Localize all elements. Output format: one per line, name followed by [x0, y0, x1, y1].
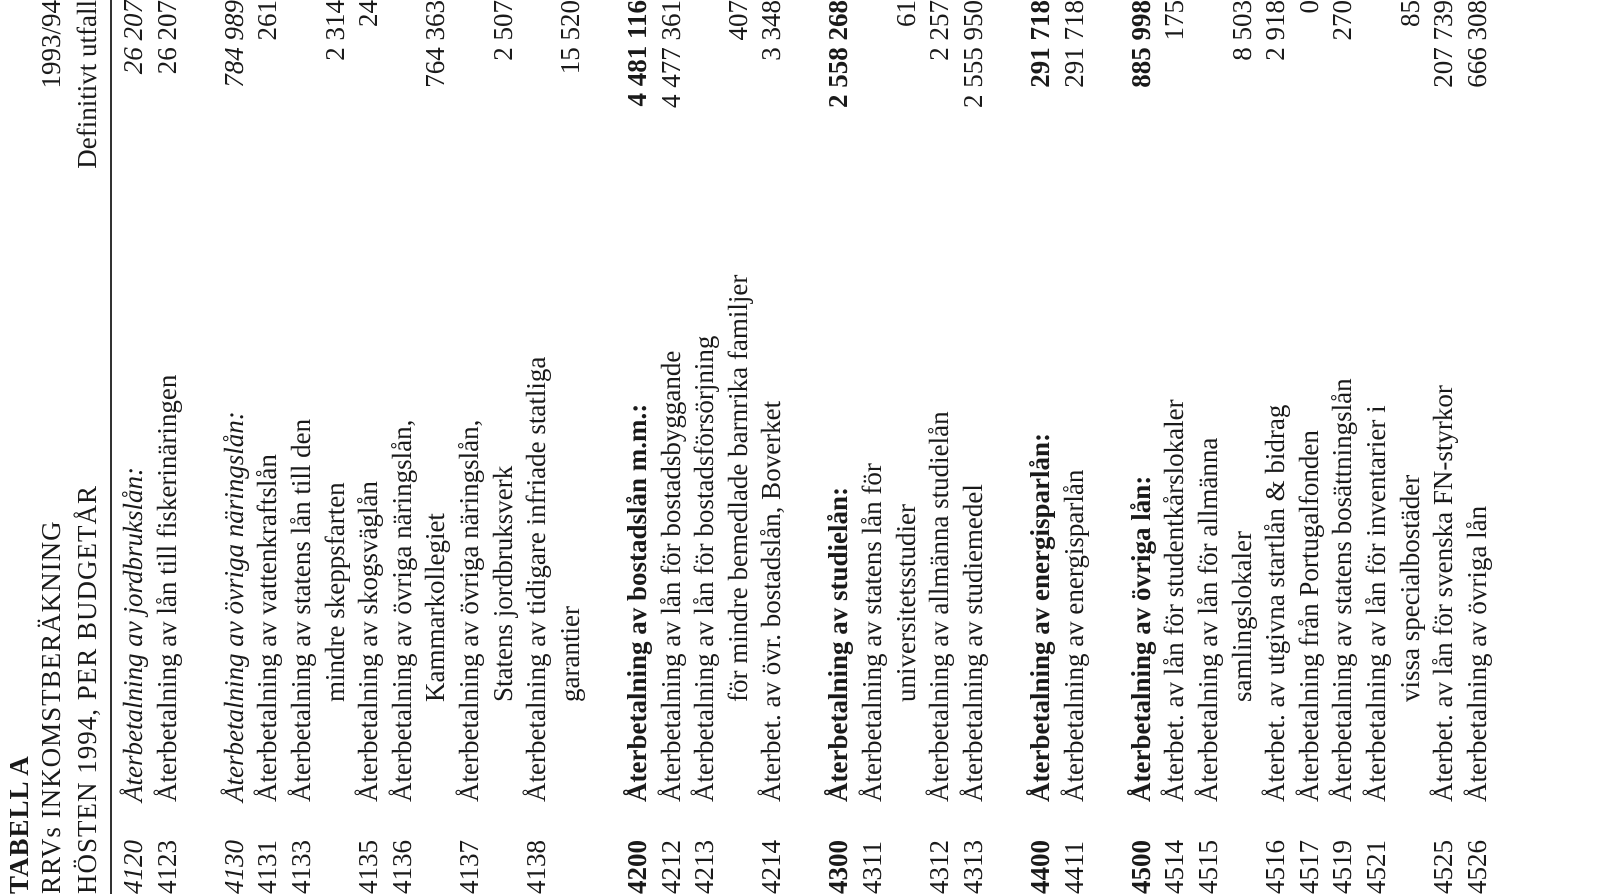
table-row: [1226, 0, 1260, 894]
account-code: 4519: [1327, 840, 1358, 894]
amount-value: 61: [890, 0, 921, 27]
income-table: [117, 0, 1494, 894]
account-code: 4130: [218, 840, 249, 894]
account-code: 4214: [756, 840, 787, 894]
table-row: [957, 0, 991, 894]
account-label: Återbetalning av övriga näringslån:: [218, 411, 249, 802]
account-label: Återbetalning av energisparlån: [1058, 469, 1089, 802]
table-row: [520, 0, 554, 894]
table-label: TABELL A: [4, 755, 34, 894]
amount-value: 175: [1159, 0, 1190, 41]
amount-value: 4 477 361: [655, 0, 686, 108]
account-label: Återbet. av lån för studentkårslokaler: [1159, 399, 1190, 802]
table-row: [789, 0, 823, 894]
table-row: [1293, 0, 1327, 894]
amount-value: 2 257: [924, 0, 955, 61]
fiscal-year-heading: 1993/94: [36, 0, 66, 89]
table-row: [251, 0, 285, 894]
amount-value: 270: [1327, 0, 1358, 41]
account-label: Återbetalning av statens lån till den: [285, 418, 316, 802]
amount-value: 291 718: [1025, 0, 1056, 88]
account-label: Återbetalning av lån för bostadsförsörjning: [689, 335, 720, 802]
account-label: Återbetalning av lån för bostadsbyggande: [655, 350, 686, 802]
account-code: 4137: [453, 840, 484, 894]
table-row: [1158, 0, 1192, 894]
account-label: Återbetalning av övriga lån:: [1125, 475, 1156, 802]
header-rule: [110, 0, 112, 894]
account-code: 4212: [655, 840, 686, 894]
account-code: 4123: [151, 840, 182, 894]
account-code: 4138: [521, 840, 552, 894]
table-row: [386, 0, 420, 894]
amount-value: 15 520: [554, 0, 585, 75]
amount-value: 407: [722, 0, 753, 41]
table-row: [688, 0, 722, 894]
table-row: [1192, 0, 1226, 894]
table-row: [1024, 0, 1058, 894]
table-row: [151, 0, 185, 894]
amount-value: 764 363: [420, 0, 451, 88]
account-code: 4300: [823, 840, 854, 894]
table-row: [1326, 0, 1360, 894]
account-label: samlingslokaler: [1226, 531, 1257, 702]
amount-value: 26 207: [118, 0, 148, 75]
account-label: för mindre bemedlade barnrika familjer: [722, 274, 753, 702]
table-row: [1058, 0, 1092, 894]
account-label: Återbet. av utgivna startlån & bidrag: [1260, 404, 1291, 802]
account-label: Återbetalning från Portugalfonden: [1293, 430, 1324, 802]
table-row: [184, 0, 218, 894]
amount-value: 24: [353, 0, 384, 27]
table-row: [822, 0, 856, 894]
table-row: [621, 0, 655, 894]
amount-value: 85: [1394, 0, 1425, 27]
account-label: garantier: [554, 606, 585, 702]
account-code: 4400: [1025, 840, 1056, 894]
table-row: [755, 0, 789, 894]
amount-value: 2 558 268: [823, 0, 854, 108]
amount-value: 26 207: [151, 0, 182, 75]
account-code: 4526: [1461, 840, 1492, 894]
document-subtitle: HÖSTEN 1994, PER BUDGETÅR: [72, 484, 102, 894]
table-row: [1360, 0, 1394, 894]
account-code: 4525: [1428, 840, 1459, 894]
column-heading: Definitivt utfall: [72, 0, 102, 169]
account-label: Återbet. av övr. bostadslån, Boverket: [756, 400, 787, 802]
account-code: 4213: [689, 840, 720, 894]
amount-value: 207 739: [1428, 0, 1459, 88]
account-label: Återbet. av lån för svenska FN-styrkor: [1428, 385, 1459, 802]
account-label: mindre skeppsfarten: [319, 482, 350, 702]
table-row: [1461, 0, 1495, 894]
table-row: [856, 0, 890, 894]
account-label: Återbetalning av allmänna studielån: [924, 411, 955, 802]
table-row: [1427, 0, 1461, 894]
table-row: [1259, 0, 1293, 894]
account-label: Återbetalning av statens bosättningslån: [1327, 378, 1358, 802]
account-label: Statens jordbruksverk: [487, 465, 518, 702]
table-row: [587, 0, 621, 894]
table-row: [990, 0, 1024, 894]
table-row: [487, 0, 521, 894]
amount-value: 2 314: [319, 0, 350, 61]
account-label: Återbetalning av övriga lån: [1461, 505, 1492, 802]
account-label: Återbetalning av lån för inventarier i: [1360, 405, 1391, 802]
account-code: 4500: [1125, 840, 1156, 894]
account-code: 4133: [285, 840, 316, 894]
account-label: vissa specialbostäder: [1394, 474, 1425, 702]
amount-value: 2 507: [487, 0, 518, 61]
account-label: Återbetalning av skogsväglån: [353, 481, 384, 802]
table-row: [285, 0, 319, 894]
account-code: 4411: [1058, 841, 1089, 894]
account-label: Återbetalning av studiemedel: [957, 484, 988, 802]
account-code: 4516: [1260, 840, 1291, 894]
amount-value: 261: [252, 0, 283, 41]
amount-value: 3 348: [756, 0, 787, 61]
account-label: Återbetalning av övriga näringslån,: [453, 419, 484, 802]
table-row: [352, 0, 386, 894]
account-label: Återbetalning av lån till fiskerinäringen: [151, 374, 182, 802]
table-row: [1394, 0, 1428, 894]
account-code: 4313: [957, 840, 988, 894]
account-code: 4311: [857, 841, 888, 894]
table-row: [554, 0, 588, 894]
document-title: RRVs INKOMSTBERÄKNING: [36, 520, 66, 894]
amount-value: 885 998: [1125, 0, 1156, 88]
table-row: [923, 0, 957, 894]
amount-value: 666 308: [1461, 0, 1492, 88]
table-row: [655, 0, 689, 894]
table-row: [1125, 0, 1159, 894]
account-label: Kammarkollegiet: [420, 513, 451, 702]
amount-value: 2 555 950: [957, 0, 988, 108]
amount-value: 8 503: [1226, 0, 1257, 61]
table-row: [117, 0, 151, 894]
amount-value: 4 481 116: [621, 0, 652, 107]
table-row: [419, 0, 453, 894]
table-row: [1091, 0, 1125, 894]
account-label: Återbetalning av statens lån för: [857, 463, 888, 802]
account-label: Återbetalning av tidigare infriade statliga: [521, 356, 552, 802]
amount-value: 784 989: [218, 0, 249, 88]
account-code: 4200: [621, 840, 652, 894]
account-label: Återbetalning av energisparlån:: [1025, 433, 1056, 802]
account-code: 4135: [353, 840, 384, 894]
table-row: [453, 0, 487, 894]
table-row: [722, 0, 756, 894]
account-code: 4517: [1293, 840, 1324, 894]
table-row: [890, 0, 924, 894]
account-label: Återbetalning av jordbrukslån:: [118, 467, 148, 802]
amount-value: 0: [1293, 0, 1324, 14]
account-label: Återbetalning av bostadslån m.m.:: [621, 403, 652, 802]
account-code: 4514: [1159, 840, 1190, 894]
amount-value: 291 718: [1058, 0, 1089, 88]
table-row: [218, 0, 252, 894]
account-label: Återbetalning av lån för allmänna: [1193, 437, 1223, 802]
amount-value: 2 918: [1260, 0, 1291, 61]
account-label: Återbetalning av studielån:: [823, 486, 854, 802]
account-code: 4136: [386, 840, 417, 894]
account-label: Återbetalning av övriga näringslån,: [386, 419, 417, 802]
account-code: 4131: [252, 840, 283, 894]
account-code: 4521: [1360, 840, 1391, 894]
account-label: universitetsstudier: [890, 504, 921, 702]
account-code: 4515: [1193, 840, 1223, 894]
account-code: 4120: [118, 840, 148, 894]
account-label: Återbetalning av vattenkraftslån: [252, 454, 283, 802]
table-row: [319, 0, 353, 894]
account-code: 4312: [924, 840, 955, 894]
